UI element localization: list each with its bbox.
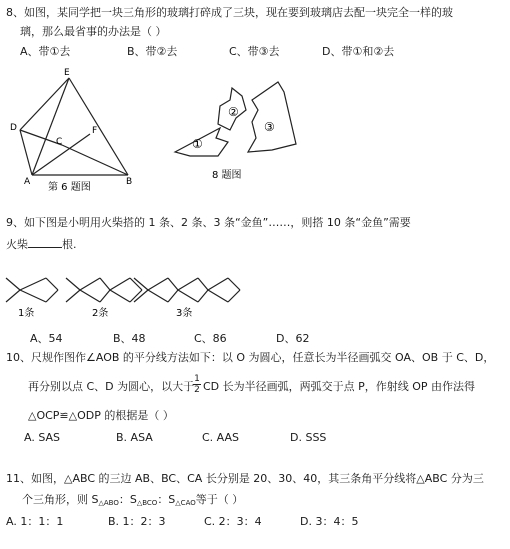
label-a: A bbox=[24, 177, 31, 187]
q10-option-a: A. SAS bbox=[24, 431, 61, 444]
q9-stem-text-a: 火柴 bbox=[6, 238, 28, 251]
q9-answer-blank bbox=[28, 237, 62, 248]
fish-group-2 bbox=[66, 278, 142, 302]
q10-option-d: D. SSS bbox=[290, 431, 327, 444]
q11-option-d: D. 3：4：5 bbox=[300, 515, 359, 528]
fish-group-1 bbox=[6, 278, 58, 302]
q11-option-b: B. 1：2：3 bbox=[108, 515, 166, 528]
q8-stem-line2: 璃，那么最省事的办法是（ ） bbox=[20, 25, 167, 38]
q11-sub-bco: △BCO bbox=[136, 499, 158, 507]
q8-glass-pieces-figure bbox=[160, 70, 340, 188]
q11-stem-text-a: 个三角形，则 S bbox=[22, 493, 99, 506]
q10-stem-line3: △OCP≌△ODP 的根据是（ ） bbox=[28, 409, 174, 422]
fish-label-1: 1条 bbox=[18, 308, 35, 319]
q11-option-a: A. 1：1：1 bbox=[6, 515, 64, 528]
piece-2-label: ② bbox=[228, 105, 239, 119]
label-e: E bbox=[64, 68, 70, 78]
fish-group-3 bbox=[134, 278, 240, 302]
q11-sub-cao: △CAO bbox=[175, 499, 196, 507]
fish-label-3: 3条 bbox=[176, 308, 193, 319]
piece-1-label: ① bbox=[192, 137, 203, 151]
q10-stem-line2-a: 再分别以点 C、D 为圆心，以大于 bbox=[28, 380, 195, 393]
q8-option-b: B、带②去 bbox=[127, 45, 178, 58]
q10-option-c: C. AAS bbox=[202, 431, 240, 444]
q10-option-b: B. ASA bbox=[116, 431, 153, 444]
q9-option-c: C、86 bbox=[194, 332, 227, 345]
q9-option-d: D、62 bbox=[276, 332, 310, 345]
q9-matchstick-fish-figure bbox=[0, 262, 260, 322]
q11-stem-line2 bbox=[22, 493, 243, 510]
q6-figure-caption: 第 6 题图 bbox=[48, 182, 91, 193]
q11-sub-abo: △ABO bbox=[98, 499, 119, 507]
q10-stem-line2-b: CD 长为半径画弧，两弧交于点 P，作射线 OP 由作法得 bbox=[203, 380, 476, 393]
q9-stem-text-b: 根. bbox=[62, 238, 77, 251]
glass-piece-3 bbox=[248, 82, 296, 152]
q10-fraction bbox=[193, 374, 201, 395]
label-d: D bbox=[10, 123, 17, 133]
q9-option-a: A、54 bbox=[30, 332, 63, 345]
fish-label-2: 2条 bbox=[92, 308, 109, 319]
q8-option-c: C、带③去 bbox=[229, 45, 280, 58]
q10-stem-line1: 10、尺规作图作∠AOB 的平分线方法如下：以 O 为圆心，任意长为半径画弧交 OA、OB 于 C、D， bbox=[6, 351, 495, 364]
q11-sep-2: ：S bbox=[157, 493, 176, 506]
label-f: F bbox=[92, 126, 98, 136]
label-c: C bbox=[56, 137, 63, 147]
q8-figure-caption: 8 题图 bbox=[212, 170, 242, 181]
q10-fraction-denominator: 2 bbox=[194, 385, 200, 395]
q11-option-c: C. 2：3：4 bbox=[204, 515, 262, 528]
q10-fraction-numerator: 1 bbox=[194, 374, 200, 384]
q8-option-a: A、带①去 bbox=[20, 45, 71, 58]
piece-3-label: ③ bbox=[264, 120, 275, 134]
q6-geometry-figure bbox=[0, 62, 160, 198]
q9-option-b: B、48 bbox=[113, 332, 146, 345]
q11-sep-1: ：S bbox=[118, 493, 137, 506]
label-b: B bbox=[126, 177, 133, 187]
q8-option-d: D、带①和②去 bbox=[322, 45, 395, 58]
q9-stem-line2 bbox=[6, 237, 77, 252]
q11-stem-text-b: 等于（ ） bbox=[195, 493, 244, 506]
q8-stem-line1: 8、如图，某同学把一块三角形的玻璃打碎成了三块，现在要到玻璃店去配一块完全一样的玻 bbox=[6, 6, 453, 19]
q9-stem-line1: 9、如下图是小明用火柴搭的 1 条、2 条、3 条“金鱼”……，则搭 10 条“金鱼”需要 bbox=[6, 216, 411, 229]
q11-stem-line1: 11、如图，△ABC 的三边 AB、BC、CA 长分别是 20、30、40，其三条角平分线将△ABC 分为三 bbox=[6, 472, 484, 485]
